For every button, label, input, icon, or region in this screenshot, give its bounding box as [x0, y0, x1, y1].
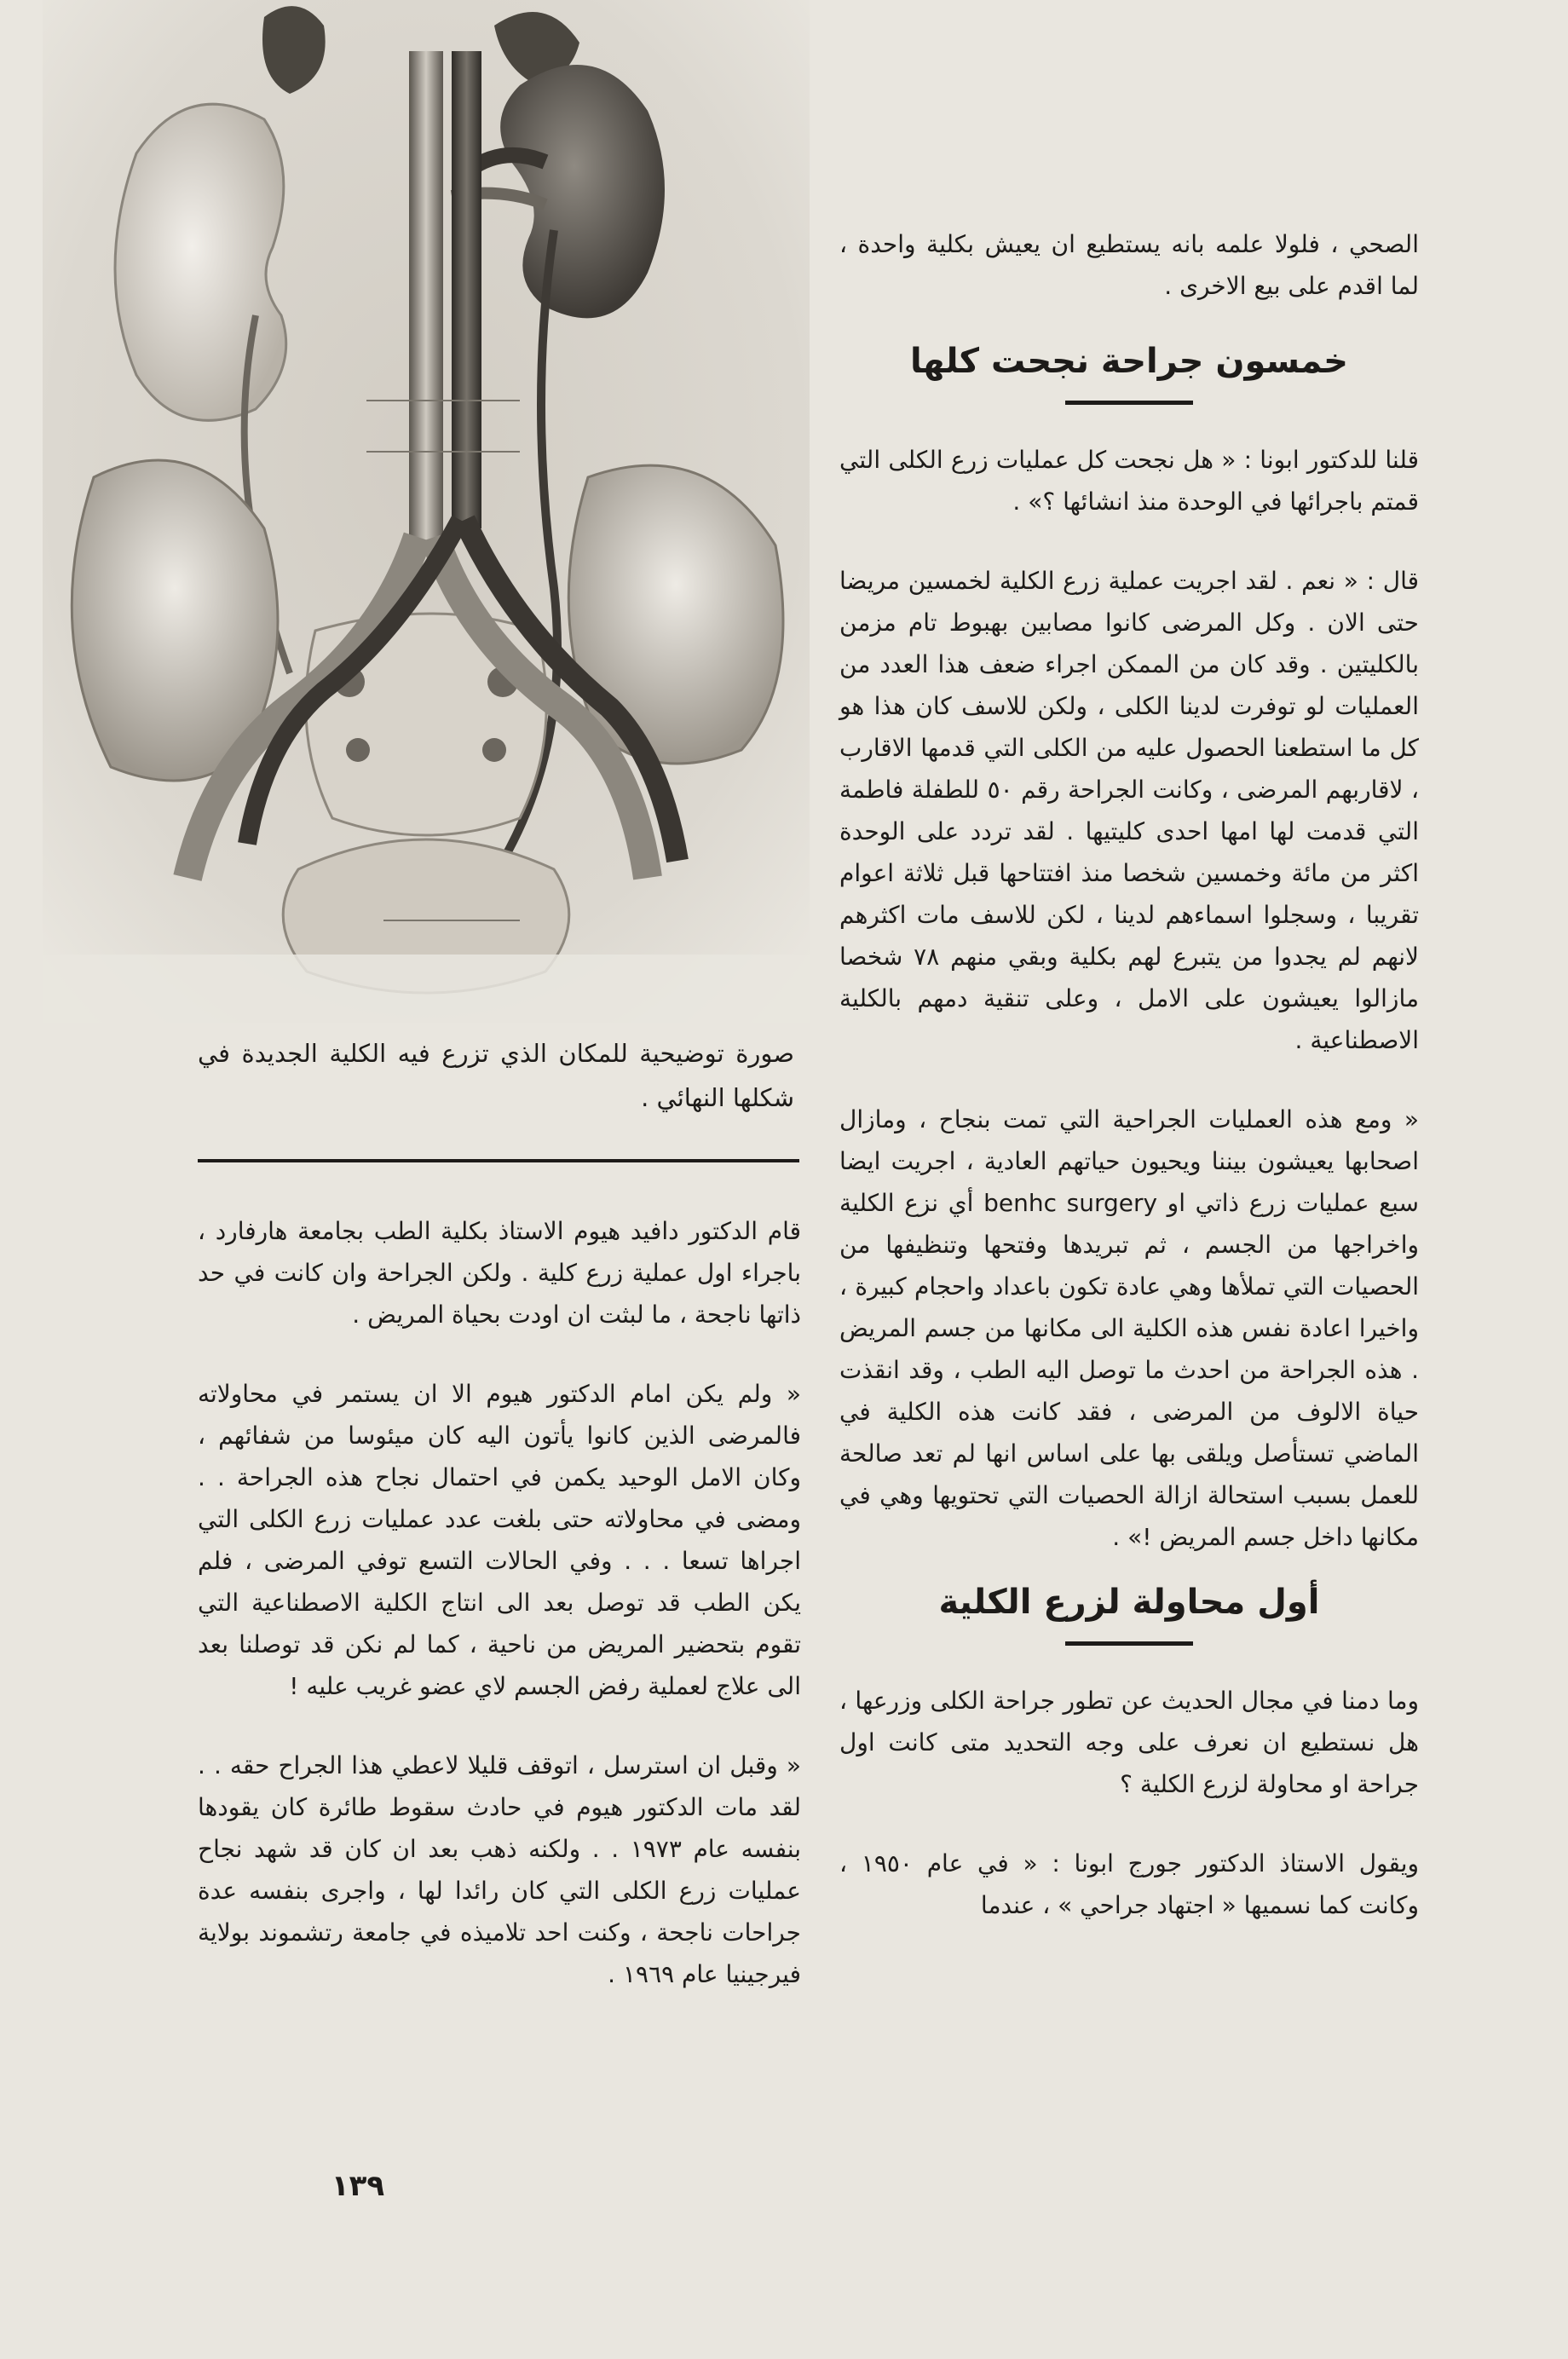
left-column — [198, 1210, 801, 2033]
paragraph: « وقبل ان استرسل ، اتوقف قليلا لاعطي هذا الجراح حقه . . لقد مات الدكتور هيوم في حادث سقوط طائرة كان يقودها بنفسه عام ١٩٧٣ . . ولكنه ذهب بعد ان كان قد شهد نجاح عمليات زرع الكلى التي كان رائدا لها ، واجرى بنفسه عدة جراحات ناجحة ، وكنت احد تلاميذه في جامعة رتشموند بولاية فيرجينيا عام ١٩٦٩ . — [198, 1751, 801, 1988]
paragraph: « ومع هذه العمليات الجراحية التي تمت بنجاح ، ومازال اصحابها يعيشون بيننا ويحيون حياتهم العادية ، اجريت ايضا سبع عمليات زرع ذاتي او benhc surgery أي نزع الكلية واخراجها من الجسم ، ثم تبريدها وفتحها وتنظيفها من الحصيات التي تملأها وهي عادة تكون باعداد واحجام كبيرة ، واخيرا اعادة نفس هذه الكلية الى مكانها من جسم المريض . هذه الجراحة من احدث ما توصل اليه الطب ، وقد انقذت حياة الالوف من المرضى ، فقد كانت هذه الكلية في الماضي تستأصل ويلقى بها على اساس انها لم تعد صالحة للعمل بسبب استحالة ازالة الحصيات التي تحتويها وهي في مكانها داخل جسم المريض !» . — [839, 1105, 1419, 1551]
paragraph: « ولم يكن امام الدكتور هيوم الا ان يستمر في محاولاته فالمرضى الذين كانوا يأتون اليه كان ميئوسا من شفائهم ، وكان الامل الوحيد يكمن في احتمال نجاح هذه الجراحة . . ومضى في محاولاته حتى بلغت عدد عمليات زرع الكلى التي اجراها تسعا . . . وفي الحالات التسع توفي المرضى ، فلم يكن الطب قد توصل بعد الى انتاج الكلية الاصطناعية التي تقوم بتحضير المريض من ناحية ، كما لم نكن قد توصلنا بعد الى علاج لعملية رفض الجسم لاي عضو غريب عليه ! — [198, 1380, 801, 1700]
paragraph: قلنا للدكتور ابونا : « هل نجحت كل عمليات زرع الكلى التي قمتم باجرائها في الوحدة منذ انشائها ؟» . — [839, 446, 1419, 516]
right-column — [839, 223, 1419, 1964]
paragraph: ويقول الاستاذ الدكتور جورج ابونا : « في عام ١٩٥٠ ، وكانت كما نسميها « اجتهاد جراحي » ، عندما — [839, 1849, 1420, 1919]
caption-rule — [198, 1159, 799, 1162]
paragraph: قام الدكتور دافيد هيوم الاستاذ بكلية الطب بجامعة هارفارد ، باجراء اول عملية زرع كلية . ولكن الجراحة وان كانت في حد ذاتها ناجحة ، ما لبثت ان اودت بحياة المريض . — [198, 1217, 801, 1329]
heading-rule — [1065, 401, 1193, 405]
heading-rule — [1065, 1641, 1193, 1646]
section-heading: أول محاولة لزرع الكلية — [938, 1583, 1320, 1622]
figure-caption: صورة توضيحية للمكان الذي تزرع فيه الكلية الجديدة في شكلها النهائي . — [198, 1039, 794, 1112]
page-number: ١٣٩ — [331, 2169, 385, 2203]
paragraph: الصحي ، فلولا علمه بانه يستطيع ان يعيش بكلية واحدة ، لما اقدم على بيع الاخرى . — [839, 230, 1419, 300]
paragraph: وما دمنا في مجال الحديث عن تطور جراحة الكلى وزرعها ، هل نستطيع ان نعرف على وجه التحديد متى كانت اول جراحة او محاولة لزرع الكلية ؟ — [839, 1687, 1419, 1798]
paragraph: قال : « نعم . لقد اجريت عملية زرع الكلية لخمسين مريضا حتى الان . وكل المرضى كانوا مصابين بهبوط تام مزمن بالكليتين . وقد كان من الممكن اجراء ضعف هذا العدد من العمليات لو توفرت لدينا الكلى ، ولكن للاسف كان هذا هو كل ما استطعنا الحصول عليه من الكلى التي قدمها الاقارب ، لاقاربهم المرضى ، وكانت الجراحة رقم ٥٠ للطفلة فاطمة التي قدمت لها امها احدى كليتيها . لقد تردد على الوحدة اكثر من مائة وخمسين شخصا منذ افتتاحها قبل ثلاثة اعوام تقريبا ، وسجلوا اسماءهم لدينا ، لكن للاسف مات اكثرهم لانهم لم يجدوا من يتبرع لهم بكلية وبقي منهم ٧٨ شخصا مازالوا يعيشون على الامل ، وعلى تنقية دمهم بالكلية الاصطناعية . — [839, 567, 1420, 1054]
section-heading: خمسون جراحة نجحت كلها — [910, 342, 1348, 381]
kidney-anatomy-illustration — [43, 0, 810, 1023]
